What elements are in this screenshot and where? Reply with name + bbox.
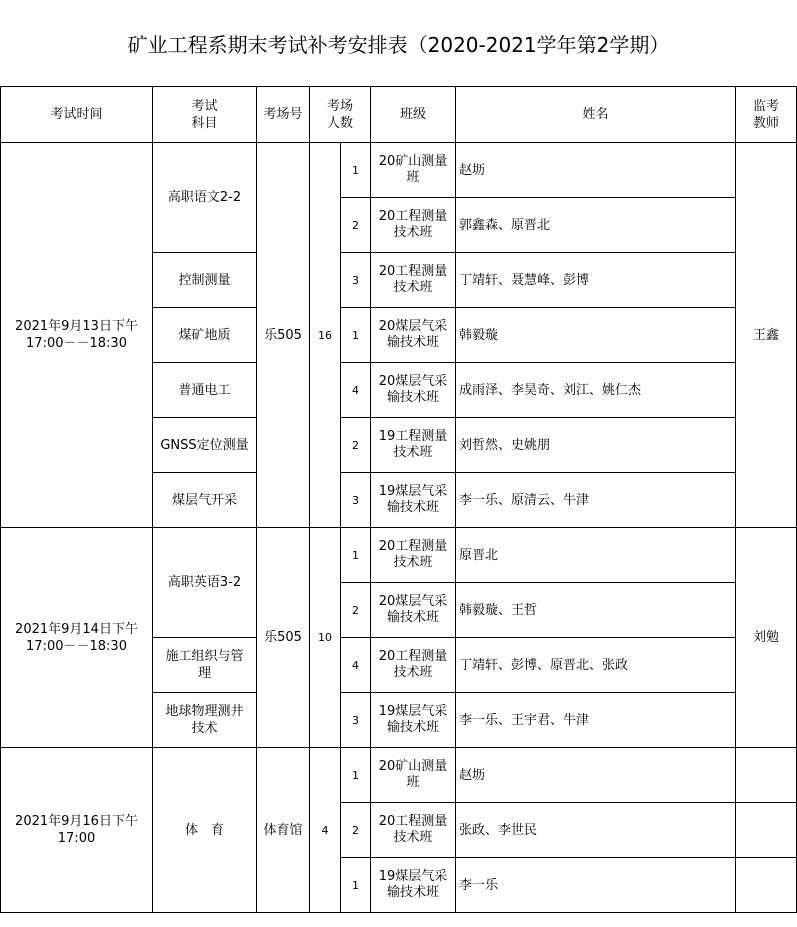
header-subject: 考试 科目	[153, 87, 257, 143]
proctor-cell: 王鑫	[736, 143, 797, 528]
header-class: 班级	[371, 87, 456, 143]
student-names-cell: 成雨泽、李昊奇、刘江、姚仁杰	[456, 363, 736, 418]
class-cell: 20煤层气采 输技术班	[371, 583, 456, 638]
class-cell: 20工程测量 技术班	[371, 638, 456, 693]
makeup-exam-table	[0, 86, 797, 913]
student-names-cell: 丁靖轩、彭博、原晋北、张政	[456, 638, 736, 693]
student-names-cell: 刘哲然、史姚朋	[456, 418, 736, 473]
class-count-cell: 1	[341, 858, 371, 913]
class-count-cell: 3	[341, 473, 371, 528]
class-count-cell: 3	[341, 253, 371, 308]
exam-time-cell: 2021年9月16日下午 17:00	[1, 748, 153, 913]
class-count-cell: 4	[341, 363, 371, 418]
class-count-cell: 1	[341, 308, 371, 363]
student-names-cell: 原晋北	[456, 528, 736, 583]
room-total-cell: 16	[310, 143, 341, 528]
student-names-cell: 李一乐、原清云、牛津	[456, 473, 736, 528]
class-cell: 19煤层气采 输技术班	[371, 693, 456, 748]
class-count-cell: 1	[341, 748, 371, 803]
room-cell: 乐505	[257, 528, 310, 748]
exam-time-cell: 2021年9月13日下午 17:00－－18:30	[1, 143, 153, 528]
class-count-cell: 2	[341, 803, 371, 858]
header-names: 姓名	[456, 87, 736, 143]
class-count-cell: 2	[341, 418, 371, 473]
room-total-cell: 4	[310, 748, 341, 913]
class-count-cell: 3	[341, 693, 371, 748]
header-count: 考场 人数	[310, 87, 371, 143]
class-count-cell: 1	[341, 528, 371, 583]
subject-cell: 煤矿地质	[153, 308, 257, 363]
class-cell: 20工程测量 技术班	[371, 803, 456, 858]
subject-cell: GNSS定位测量	[153, 418, 257, 473]
student-names-cell: 张政、李世民	[456, 803, 736, 858]
class-cell: 19工程测量 技术班	[371, 418, 456, 473]
class-cell: 19煤层气采 输技术班	[371, 858, 456, 913]
subject-cell: 地球物理测井 技术	[153, 693, 257, 748]
subject-cell: 体 育	[153, 748, 257, 913]
room-cell: 体育馆	[257, 748, 310, 913]
class-cell: 20矿山测量 班	[371, 143, 456, 198]
student-names-cell: 李一乐、王宇君、牛津	[456, 693, 736, 748]
header-proctor: 监考 教师	[736, 87, 797, 143]
subject-cell: 高职英语3-2	[153, 528, 257, 638]
class-count-cell: 4	[341, 638, 371, 693]
class-cell: 20煤层气采 输技术班	[371, 363, 456, 418]
proctor-cell	[736, 748, 797, 803]
subject-cell: 煤层气开采	[153, 473, 257, 528]
class-cell: 20矿山测量 班	[371, 748, 456, 803]
student-names-cell: 赵坜	[456, 143, 736, 198]
header-exam-time: 考试时间	[1, 87, 153, 143]
page-title: 矿业工程系期末考试补考安排表（2020-2021学年第2学期）	[127, 32, 670, 57]
class-count-cell: 2	[341, 198, 371, 253]
student-names-cell: 韩毅璇、王哲	[456, 583, 736, 638]
class-count-cell: 2	[341, 583, 371, 638]
subject-cell: 控制测量	[153, 253, 257, 308]
table-row	[1, 528, 797, 583]
class-cell: 20工程测量 技术班	[371, 253, 456, 308]
class-cell: 20工程测量 技术班	[371, 198, 456, 253]
exam-time-cell: 2021年9月14日下午 17:00－－18:30	[1, 528, 153, 748]
table-body	[1, 143, 797, 913]
proctor-cell	[736, 803, 797, 858]
class-count-cell: 1	[341, 143, 371, 198]
proctor-cell: 刘勉	[736, 528, 797, 748]
table-row	[1, 748, 797, 803]
header-row	[1, 87, 797, 143]
student-names-cell: 丁靖轩、聂慧峰、彭博	[456, 253, 736, 308]
student-names-cell: 郭鑫森、原晋北	[456, 198, 736, 253]
class-cell: 19煤层气采 输技术班	[371, 473, 456, 528]
student-names-cell: 韩毅璇	[456, 308, 736, 363]
room-cell: 乐505	[257, 143, 310, 528]
proctor-cell	[736, 858, 797, 913]
room-total-cell: 10	[310, 528, 341, 748]
subject-cell: 普通电工	[153, 363, 257, 418]
class-cell: 20煤层气采 输技术班	[371, 308, 456, 363]
header-room: 考场号	[257, 87, 310, 143]
table-row	[1, 143, 797, 198]
class-cell: 20工程测量 技术班	[371, 528, 456, 583]
subject-cell: 高职语文2-2	[153, 143, 257, 253]
subject-cell: 施工组织与管 理	[153, 638, 257, 693]
student-names-cell: 李一乐	[456, 858, 736, 913]
student-names-cell: 赵坜	[456, 748, 736, 803]
